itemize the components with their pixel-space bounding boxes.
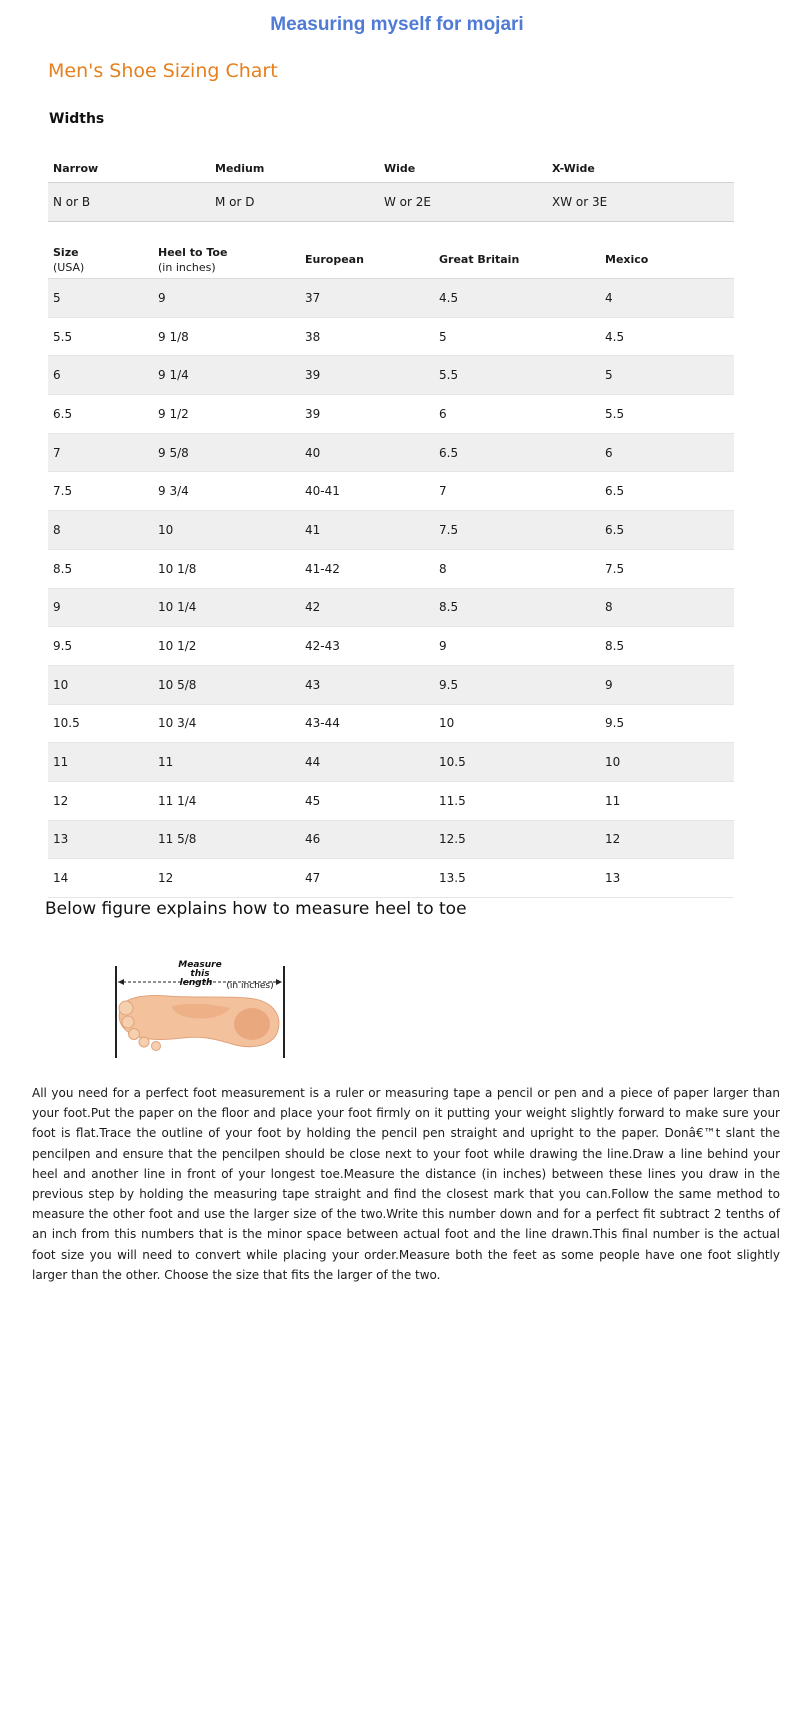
size-header-european: European (300, 241, 434, 279)
heel-to-toe-header-label: Heel to Toe (158, 245, 228, 259)
cell-size-usa: 12 (48, 781, 153, 820)
cell-great-britain: 8 (434, 549, 600, 588)
cell-size-usa: 6 (48, 356, 153, 395)
widths-heading: Widths (49, 111, 105, 127)
table-row (48, 511, 734, 550)
cell-european: 43-44 (300, 704, 434, 743)
cell-mexico: 6.5 (600, 511, 734, 550)
cell-european: 37 (300, 279, 434, 318)
cell-great-britain: 11.5 (434, 781, 600, 820)
table-row (48, 665, 734, 704)
table-row (48, 588, 734, 627)
size-header-usa (48, 241, 153, 279)
cell-european: 41 (300, 511, 434, 550)
widths-table (48, 155, 734, 222)
widths-value-narrow: N or B (48, 183, 210, 222)
figure-label-length: length (179, 978, 213, 988)
cell-mexico: 8.5 (600, 627, 734, 666)
size-header-sub: (USA) (53, 260, 85, 274)
cell-heel-to-toe: 9 5/8 (153, 433, 300, 472)
cell-great-britain: 10 (434, 704, 600, 743)
table-row (48, 704, 734, 743)
size-header-heel-to-toe (153, 241, 300, 279)
cell-heel-to-toe: 9 3/4 (153, 472, 300, 511)
toe-icon (119, 1001, 133, 1015)
cell-heel-to-toe: 9 1/8 (153, 317, 300, 356)
cell-heel-to-toe: 11 (153, 743, 300, 782)
cell-heel-to-toe: 10 3/4 (153, 704, 300, 743)
table-row (48, 433, 734, 472)
toe-icon (122, 1016, 134, 1028)
cell-size-usa: 11 (48, 743, 153, 782)
cell-size-usa: 8.5 (48, 549, 153, 588)
cell-european: 46 (300, 820, 434, 859)
cell-heel-to-toe: 9 1/4 (153, 356, 300, 395)
table-row (48, 395, 734, 434)
cell-mexico: 12 (600, 820, 734, 859)
table-row (48, 279, 734, 318)
cell-size-usa: 5 (48, 279, 153, 318)
cell-size-usa: 9 (48, 588, 153, 627)
table-row (48, 356, 734, 395)
cell-european: 42 (300, 588, 434, 627)
cell-european: 39 (300, 395, 434, 434)
cell-great-britain: 9 (434, 627, 600, 666)
cell-mexico: 10 (600, 743, 734, 782)
cell-heel-to-toe: 10 (153, 511, 300, 550)
cell-european: 39 (300, 356, 434, 395)
cell-heel-to-toe: 9 1/2 (153, 395, 300, 434)
cell-mexico: 8 (600, 588, 734, 627)
cell-mexico: 5.5 (600, 395, 734, 434)
cell-european: 44 (300, 743, 434, 782)
widths-header-narrow: Narrow (48, 155, 210, 183)
widths-value-row (48, 183, 734, 222)
toe-icon (129, 1029, 140, 1040)
size-header-great-britain: Great Britain (434, 241, 600, 279)
toe-icon (139, 1037, 149, 1047)
cell-european: 40-41 (300, 472, 434, 511)
cell-heel-to-toe: 10 1/2 (153, 627, 300, 666)
figure-label-this: this (190, 969, 210, 979)
cell-european: 47 (300, 859, 434, 898)
cell-size-usa: 10 (48, 665, 153, 704)
cell-mexico: 5 (600, 356, 734, 395)
cell-mexico: 11 (600, 781, 734, 820)
cell-size-usa: 13 (48, 820, 153, 859)
widths-header-wide: Wide (379, 155, 547, 183)
cell-great-britain: 5.5 (434, 356, 600, 395)
cell-heel-to-toe: 11 5/8 (153, 820, 300, 859)
table-row (48, 859, 734, 898)
foot-illustration (112, 958, 288, 1060)
cell-size-usa: 7 (48, 433, 153, 472)
measurement-instructions: All you need for a perfect foot measurement is a ruler or measuring tape a pencil or pen and a piece of paper larger than your foot.Put the paper on the floor and place your foot firmly on it putting your weight slightly forward to make sure your foot is flat.Trace the outline of your foot by holding the pencil pen straight and upright to the paper. Donâ€™t slant the pencilpen and ensure that the pencilpen should be close next to your foot while drawing the line.Draw a line behind your heel and another line in front of your longest toe.Measure the distance (in inches) between these lines you draw in the previous step by holding the measuring tape straight and find the closest mark that you can.Follow the same method to measure the other foot and use the larger size of the two.Write this number down and for a perfect fit subtract 2 tenths of an inch from this numbers that is the minor space between actual foot and the line drawn.This final number is the actual foot size you will need to convert while placing your order.Measure both the feet as some people have one foot slightly larger than the other. Choose the size that fits the larger of the two. (32, 1086, 780, 1282)
cell-heel-to-toe: 10 5/8 (153, 665, 300, 704)
cell-size-usa: 5.5 (48, 317, 153, 356)
cell-size-usa: 9.5 (48, 627, 153, 666)
cell-size-usa: 6.5 (48, 395, 153, 434)
cell-european: 41-42 (300, 549, 434, 588)
measure-heading: Below figure explains how to measure heel to toe (45, 899, 467, 919)
size-table (48, 241, 734, 898)
cell-size-usa: 14 (48, 859, 153, 898)
table-row (48, 472, 734, 511)
cell-great-britain: 4.5 (434, 279, 600, 318)
cell-mexico: 13 (600, 859, 734, 898)
cell-great-britain: 8.5 (434, 588, 600, 627)
cell-great-britain: 7 (434, 472, 600, 511)
cell-size-usa: 8 (48, 511, 153, 550)
table-row (48, 781, 734, 820)
page-title: Measuring myself for mojari (270, 14, 524, 35)
widths-header-xwide: X-Wide (547, 155, 734, 183)
widths-value-xwide: XW or 3E (547, 183, 734, 222)
cell-mexico: 9 (600, 665, 734, 704)
widths-header-medium: Medium (210, 155, 379, 183)
figure-note-inches: (in inches) (226, 981, 274, 991)
arrow-right-icon (276, 979, 282, 985)
widths-header-row (48, 155, 734, 183)
cell-great-britain: 10.5 (434, 743, 600, 782)
cell-heel-to-toe: 9 (153, 279, 300, 318)
cell-great-britain: 6.5 (434, 433, 600, 472)
cell-european: 43 (300, 665, 434, 704)
table-row (48, 549, 734, 588)
cell-heel-to-toe: 11 1/4 (153, 781, 300, 820)
cell-size-usa: 10.5 (48, 704, 153, 743)
cell-mexico: 9.5 (600, 704, 734, 743)
figure-label-measure: Measure (178, 960, 222, 970)
cell-great-britain: 13.5 (434, 859, 600, 898)
cell-european: 40 (300, 433, 434, 472)
cell-european: 42-43 (300, 627, 434, 666)
cell-great-britain: 9.5 (434, 665, 600, 704)
cell-great-britain: 12.5 (434, 820, 600, 859)
chart-title: Men's Shoe Sizing Chart (48, 60, 278, 82)
heel-to-toe-header-sub: (in inches) (158, 260, 216, 274)
cell-mexico: 7.5 (600, 549, 734, 588)
heel-pad-shape (234, 1008, 270, 1040)
cell-size-usa: 7.5 (48, 472, 153, 511)
foot-measurement-figure (112, 958, 288, 1060)
cell-heel-to-toe: 10 1/4 (153, 588, 300, 627)
cell-european: 45 (300, 781, 434, 820)
cell-great-britain: 6 (434, 395, 600, 434)
table-row (48, 743, 734, 782)
size-header-mexico: Mexico (600, 241, 734, 279)
cell-great-britain: 5 (434, 317, 600, 356)
toe-icon (152, 1042, 161, 1051)
cell-heel-to-toe: 12 (153, 859, 300, 898)
size-header-label: Size (53, 245, 79, 259)
table-row (48, 317, 734, 356)
table-row (48, 627, 734, 666)
arrow-left-icon (118, 979, 124, 985)
cell-european: 38 (300, 317, 434, 356)
widths-value-wide: W or 2E (379, 183, 547, 222)
cell-heel-to-toe: 10 1/8 (153, 549, 300, 588)
cell-mexico: 4 (600, 279, 734, 318)
cell-mexico: 6 (600, 433, 734, 472)
size-header-row (48, 241, 734, 279)
table-row (48, 820, 734, 859)
widths-value-medium: M or D (210, 183, 379, 222)
cell-great-britain: 7.5 (434, 511, 600, 550)
cell-mexico: 4.5 (600, 317, 734, 356)
cell-mexico: 6.5 (600, 472, 734, 511)
